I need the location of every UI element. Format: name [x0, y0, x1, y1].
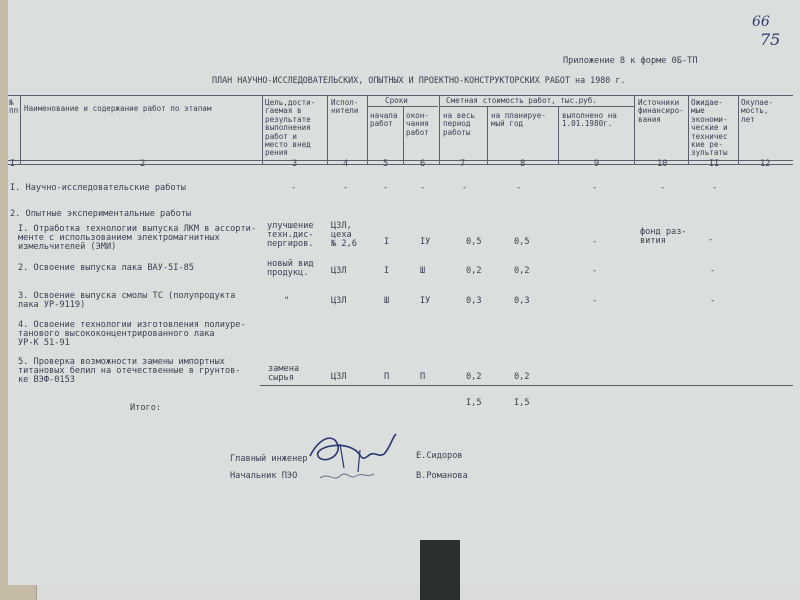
col-number: II [709, 159, 720, 169]
dash: - [383, 183, 389, 193]
row-3-plan: 0,3 [514, 296, 530, 306]
col-number: 6 [420, 159, 426, 169]
row-3-done: - [592, 296, 598, 306]
row-5-goal: замена сырья [268, 364, 300, 383]
col-divider [738, 95, 739, 165]
row-1-total: 0,5 [466, 237, 482, 247]
col-number: 5 [383, 159, 389, 169]
row-2-goal: новый вид продукц. [267, 259, 314, 278]
col-divider [439, 95, 440, 165]
col-header-num: № пп [9, 98, 19, 116]
row-5-end: П [420, 372, 426, 382]
row-2-start: I [384, 266, 390, 276]
col-divider [20, 95, 21, 165]
row-2-done: - [592, 266, 598, 276]
col-divider [634, 95, 635, 165]
row-1-end: IУ [420, 237, 431, 247]
page-number-2: 75 [760, 30, 781, 49]
col-number: 4 [343, 159, 349, 169]
col-number: 10 [657, 159, 668, 169]
cost-subrule [440, 106, 634, 107]
row-3-executor: ЦЗЛ [331, 296, 347, 306]
row-5-start: П [384, 372, 390, 382]
section-research: I. Научно-исследовательские работы [10, 183, 186, 193]
col-divider [262, 95, 263, 165]
col-header-start: начала работ [370, 111, 398, 129]
row-3-end: IУ [420, 296, 431, 306]
signature-role-peo-head: Начальник ПЭО [230, 471, 298, 481]
signature-role-chief-engineer: Главный инженер [230, 454, 308, 464]
dash: - [592, 183, 598, 193]
totals-plan: I,5 [514, 398, 530, 408]
col-number: 7 [460, 159, 466, 169]
col-header-terms: Сроки [385, 96, 408, 105]
col-header-payback: Окупае- мость, лет [741, 98, 774, 124]
col-number: 9 [594, 159, 600, 169]
torn-edge [420, 540, 460, 600]
row-3-start: Ш [384, 296, 390, 306]
col-divider [688, 95, 689, 165]
dash: - [343, 183, 349, 193]
header-bottom-rule [8, 160, 793, 161]
document-title: ПЛАН НАУЧНО-ИССЛЕДОВАТЕЛЬСКИХ, ОПЫТНЫХ И ПРОЕКТНО-КОНСТРУКТОРСКИХ РАБОТ на 1980 г. [212, 75, 626, 85]
col-divider [487, 106, 488, 165]
col-number: 3 [292, 159, 298, 169]
totals-rule [260, 385, 793, 386]
col-number: 12 [760, 159, 771, 169]
dash: - [420, 183, 426, 193]
col-header-name: Наименование и содержание работ по этапам [24, 104, 212, 113]
row-1-financing: фонд раз- вития [640, 227, 687, 246]
col-header-effect: Ожидае- мые экономи- ческие и техничес кие ре- зультаты [691, 98, 728, 158]
col-header-cost-plan: на планируе- мый год [491, 111, 546, 129]
row-2-effect: - [710, 266, 716, 276]
col-divider [558, 106, 559, 165]
row-1-name: I. Отработка технологии выпуска ЛКМ в ассорти- менте с использованием электромагнитных измельчителей (ЭМИ) [18, 224, 256, 252]
row-2-plan: 0,2 [514, 266, 530, 276]
appendix-note: Приложение 8 к форме 0Б-ТП [563, 56, 698, 66]
totals-total: I,5 [466, 398, 482, 408]
row-2-end: Ш [420, 266, 426, 276]
col-numbers-rule [8, 164, 793, 165]
section-experimental: 2. Опытные экспериментальные работы [10, 209, 192, 219]
col-header-financing: Источники финансиро- вания [638, 98, 684, 124]
col-header-goal: Цель,дости- гаемая в результате выполнения работ и место внед рения [265, 98, 316, 158]
dash: - [660, 183, 666, 193]
row-1-plan: 0,5 [514, 237, 530, 247]
page-number-1: 66 [752, 14, 770, 30]
row-3-goal: " [284, 296, 290, 306]
totals-label: Итого: [130, 403, 162, 413]
col-header-end: окон- чания работ [406, 111, 429, 137]
row-1-goal: улучшение техн.дис- пергиров. [267, 221, 314, 249]
col-number: I [10, 159, 16, 169]
col-header-executors: Испол- нители [331, 98, 359, 116]
row-5-name: 5. Проверка возможности замены импортных титановых белил на отечественные в грунтов- ке ВЭФ-0153 [18, 357, 241, 385]
dash: - [712, 183, 718, 193]
signature-name-chief-engineer: Е.Сидоров [416, 451, 463, 461]
col-header-cost-done: выполнено на 1.01.1980г. [562, 111, 617, 129]
signature-name-peo-head: В.Романова [416, 471, 468, 481]
row-1-effect: - [708, 235, 714, 245]
row-5-total: 0,2 [466, 372, 482, 382]
col-divider [367, 95, 368, 165]
row-3-name: 3. Освоение выпуска смолы ТС (полупродукта лака УР-9119) [18, 291, 236, 310]
row-5-executor: ЦЗЛ [331, 372, 347, 382]
col-number: 2 [140, 159, 146, 169]
row-2-total: 0,2 [466, 266, 482, 276]
row-4-name: 4. Освоение технологии изготовления полиуре- танового высококонцентрированного лака УР-К 51-91 [18, 320, 246, 348]
dash: - [516, 183, 522, 193]
row-3-total: 0,3 [466, 296, 482, 306]
col-number: 8 [520, 159, 526, 169]
row-1-start: I [384, 237, 390, 247]
row-2-executor: ЦЗЛ [331, 266, 347, 276]
col-divider [327, 95, 328, 165]
handwritten-signatures [300, 428, 410, 498]
dash: - [462, 183, 468, 193]
dash: - [291, 183, 297, 193]
row-1-done: - [592, 237, 598, 247]
col-header-cost-total: на весь период работы [443, 111, 476, 137]
col-divider [403, 106, 404, 165]
row-1-executor: ЦЗЛ, цеха № 2,6 [331, 221, 357, 249]
row-2-name: 2. Освоение выпуска лака ВАУ-5I-85 [18, 263, 194, 273]
col-header-cost: Сметная стоимость работ, тыс.руб. [446, 96, 597, 105]
row-3-effect: - [710, 296, 716, 306]
row-5-plan: 0,2 [514, 372, 530, 382]
